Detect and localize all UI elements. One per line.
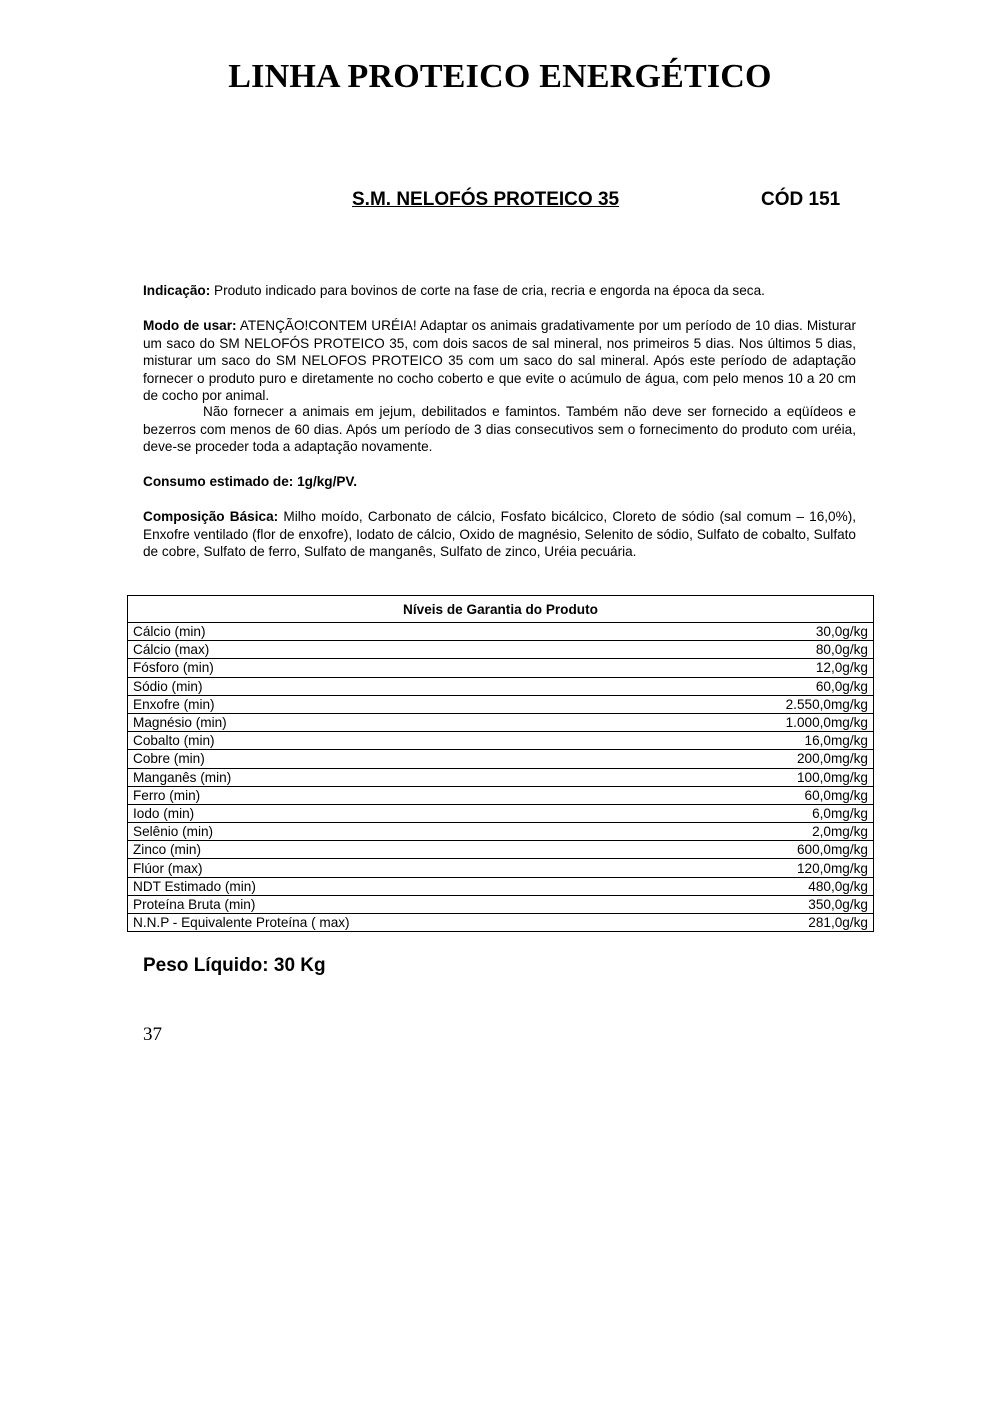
guarantee-levels-table bbox=[127, 595, 874, 932]
nutrient-value: 80,0g/kg bbox=[657, 641, 874, 659]
table-row bbox=[128, 677, 874, 695]
nutrient-value: 60,0g/kg bbox=[657, 677, 874, 695]
table-row bbox=[128, 768, 874, 786]
nutrient-name: Sódio (min) bbox=[128, 677, 657, 695]
nutrient-name: Fósforo (min) bbox=[128, 659, 657, 677]
nutrient-value: 350,0g/kg bbox=[657, 895, 874, 913]
nutrient-name: Zinco (min) bbox=[128, 841, 657, 859]
modo-de-usar-text: ATENÇÃO!CONTEM URÉIA! Adaptar os animais gradativamente por um período de 10 dias. Misturar um saco do SM NELOFÓS PROTEICO 35, com dois sacos de sal mineral, nos primeiros 5 dias. Nos últimos 5 dias, misturar um saco do SM NELOFOS PROTEICO 35 com um saco do sal mineral. Após este período de adaptação fornecer o produto puro e diretamente no cocho coberto e que evite o acúmulo de água, com pelo menos 10 a 20 cm de cocho por animal. bbox=[143, 318, 856, 404]
nutrient-value: 16,0mg/kg bbox=[657, 732, 874, 750]
table-row bbox=[128, 877, 874, 895]
modo-de-usar-label: Modo de usar: bbox=[143, 318, 237, 333]
modo-de-usar-paragraph bbox=[143, 317, 856, 405]
nutrient-value: 120,0mg/kg bbox=[657, 859, 874, 877]
composicao-paragraph bbox=[143, 508, 856, 561]
nutrient-value: 60,0mg/kg bbox=[657, 786, 874, 804]
nutrient-value: 2.550,0mg/kg bbox=[657, 695, 874, 713]
nutrient-name: Cálcio (min) bbox=[128, 623, 657, 641]
nutrient-name: Selênio (min) bbox=[128, 823, 657, 841]
nutrient-value: 1.000,0mg/kg bbox=[657, 713, 874, 731]
table-row bbox=[128, 713, 874, 731]
indicacao-text: Produto indicado para bovinos de corte na fase de cria, recria e engorda na época da seca. bbox=[210, 283, 765, 298]
table-row bbox=[128, 750, 874, 768]
nutrient-value: 480,0g/kg bbox=[657, 877, 874, 895]
indicacao-label: Indicação: bbox=[143, 283, 211, 298]
nutrient-value: 600,0mg/kg bbox=[657, 841, 874, 859]
nutrient-name: N.N.P - Equivalente Proteína ( max) bbox=[128, 914, 657, 932]
nutrient-value: 30,0g/kg bbox=[657, 623, 874, 641]
consumo-estimado: Consumo estimado de: 1g/kg/PV. bbox=[143, 474, 358, 489]
nutrient-value: 2,0mg/kg bbox=[657, 823, 874, 841]
nutrient-name: Iodo (min) bbox=[128, 804, 657, 822]
composicao-text: Milho moído, Carbonato de cálcio, Fosfato bicálcico, Cloreto de sódio (sal comum – 16,0%), Enxofre ventilado (flor de enxofre), Iodato de cálcio, Oxido de magnésio, Selenito de sódio, Sulfato de cobalto, Sulfato de cobre, Sulfato de ferro, Sulfato de manganês, Sulfato de zinco, Uréia pecuária. bbox=[143, 509, 857, 560]
nutrient-name: Ferro (min) bbox=[128, 786, 657, 804]
nutrient-value: 12,0g/kg bbox=[657, 659, 874, 677]
table-row bbox=[128, 786, 874, 804]
table-row bbox=[128, 732, 874, 750]
page-title: LINHA PROTEICO ENERGÉTICO bbox=[228, 58, 772, 95]
table-row bbox=[128, 859, 874, 877]
nutrient-value: 6,0mg/kg bbox=[657, 804, 874, 822]
table-row bbox=[128, 841, 874, 859]
table-header: Níveis de Garantia do Produto bbox=[128, 596, 874, 623]
nutrient-name: Proteína Bruta (min) bbox=[128, 895, 657, 913]
nutrient-value: 200,0mg/kg bbox=[657, 750, 874, 768]
product-code: CÓD 151 bbox=[761, 189, 841, 210]
nutrient-name: Flúor (max) bbox=[128, 859, 657, 877]
table-row bbox=[128, 804, 874, 822]
table-header-row bbox=[128, 596, 874, 623]
nutrient-name: NDT Estimado (min) bbox=[128, 877, 657, 895]
peso-liquido: Peso Líquido: 30 Kg bbox=[143, 955, 326, 976]
page-number: 37 bbox=[143, 1024, 162, 1045]
nutrient-name: Magnésio (min) bbox=[128, 713, 657, 731]
nutrient-name: Cobre (min) bbox=[128, 750, 657, 768]
table-row bbox=[128, 895, 874, 913]
nutrient-name: Enxofre (min) bbox=[128, 695, 657, 713]
nutrient-name: Manganês (min) bbox=[128, 768, 657, 786]
indicacao-paragraph bbox=[143, 282, 856, 300]
composicao-label: Composição Básica: bbox=[143, 509, 279, 524]
table-row bbox=[128, 641, 874, 659]
nutrient-value: 281,0g/kg bbox=[657, 914, 874, 932]
nutrient-value: 100,0mg/kg bbox=[657, 768, 874, 786]
table-row bbox=[128, 823, 874, 841]
nutrient-name: Cobalto (min) bbox=[128, 732, 657, 750]
table-row bbox=[128, 914, 874, 932]
nutrient-name: Cálcio (max) bbox=[128, 641, 657, 659]
table-row bbox=[128, 623, 874, 641]
product-name: S.M. NELOFÓS PROTEICO 35 bbox=[352, 189, 620, 210]
table-row bbox=[128, 695, 874, 713]
modo-de-usar-paragraph-2: Não fornecer a animais em jejum, debilitados e famintos. Também não deve ser fornecido a eqüídeos e bezerros com menos de 60 dias. Após um período de 3 dias consecutivos sem o fornecimento do produto com uréia, deve-se proceder toda a adaptação novamente. bbox=[143, 404, 856, 455]
table-body bbox=[128, 623, 874, 932]
table-row bbox=[128, 659, 874, 677]
